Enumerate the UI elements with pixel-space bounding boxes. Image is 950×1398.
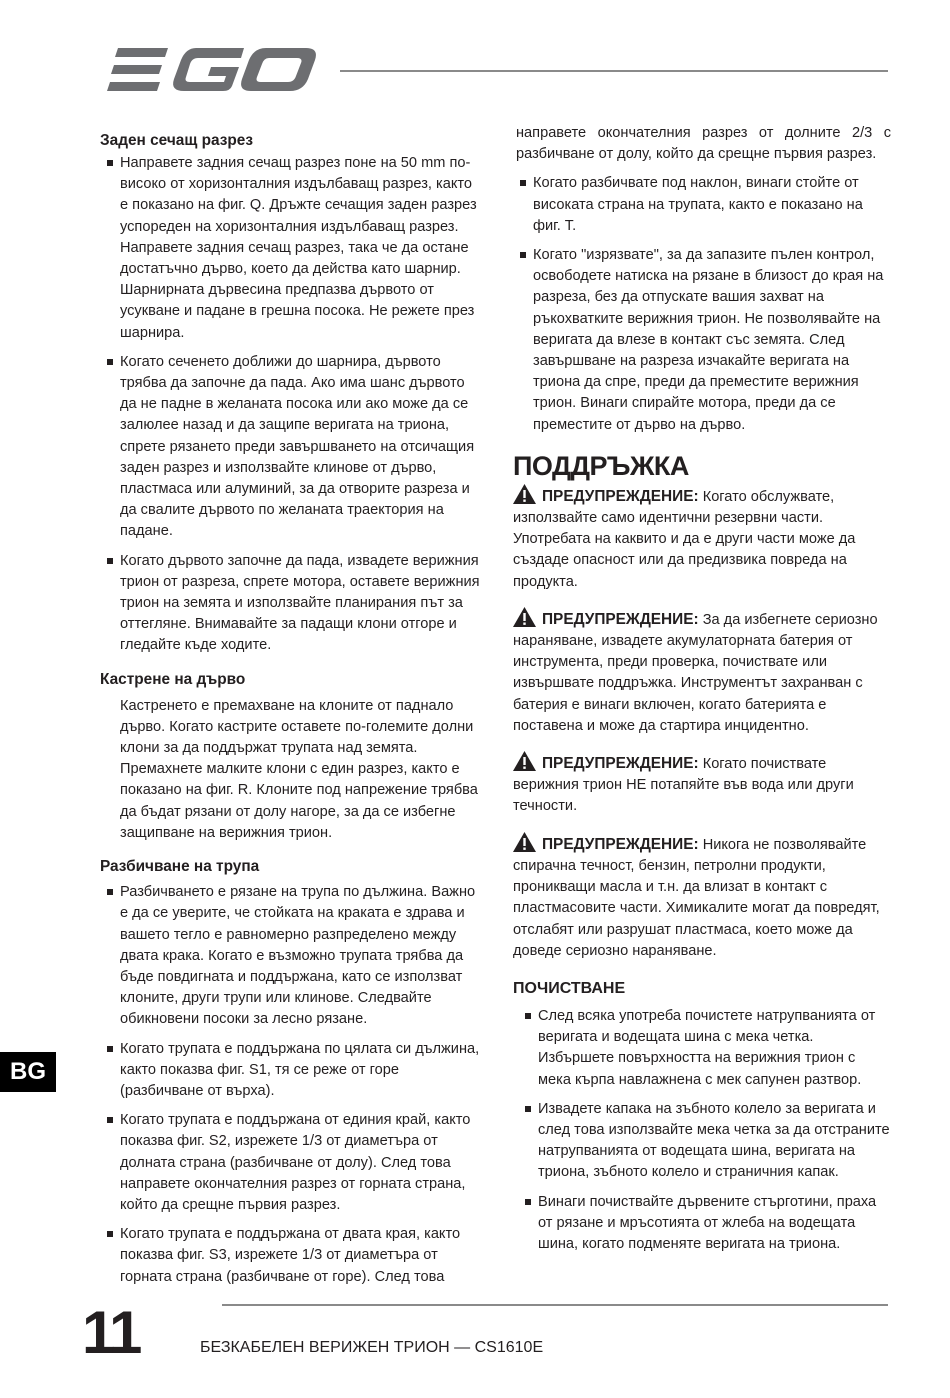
left-column: [100, 126, 482, 1288]
warning-icon: [513, 484, 536, 504]
ego-logo: [106, 46, 318, 94]
back-cut-heading: Заден сечащ разрез: [100, 132, 254, 149]
header-rule: [340, 70, 888, 72]
cleaning-heading: ПОЧИСТВАНЕ: [513, 979, 626, 997]
bucking-heading: Разбичване на трупа: [100, 858, 260, 876]
list-item: Извадете капака на зъбното колело за веригата и след това използвайте мека четка за да отстраните натрупванията от водещата шина, веригата на триона, зъбното колело и страничния капак.: [518, 1099, 891, 1184]
warning-label: ПРЕДУПРЕЖДЕНИЕ:: [542, 755, 699, 773]
list-item: Когато трупата е поддържана от единия край, както показва фиг. S2, изрежете 1/3 от диаметъра от долната страна (разбичване от долу). След това направете окончателния разрез от горната страна, който да срещне първия разрез.: [100, 1110, 482, 1216]
footer-title: БЕЗКАБЕЛЕН ВЕРИЖЕН ТРИОН — CS1610E: [200, 1339, 544, 1356]
warning-label: ПРЕДУПРЕЖДЕНИЕ:: [542, 835, 699, 853]
warning-icon: [513, 832, 536, 852]
page-number: 11: [82, 1299, 140, 1366]
warning-text: Когато почиствате верижния трион НЕ потапяйте във вода или други течности.: [513, 756, 854, 815]
maintenance-heading: ПОДДРЪЖКА: [513, 450, 689, 481]
warning-text: За да избегнете сериозно нараняване, извадете акумулаторната батерия от инструмента, преди проверка, почиствате или извършвате поддръжка. Инструментът захранван с батерия е винаги включен, когато батерията е поставена и може да стартира инцидентно.: [513, 611, 878, 734]
warning-icon: [513, 607, 536, 627]
limbing-text: Кастренето е премахване на клоните от паднало дърво. Когато кастрите оставете по-големите долни клони за да поддържат трупата над земята. Премахнете малките клони с един разрез, както е показано на фиг. R. Клоните под напрежение трябва да бъдат рязани от долу нагоре, за да се избегне защипване на верижния трион.: [120, 697, 478, 841]
list-item: Когато трупата е поддържана по цялата си дължина, както показва фиг. S1, тя се реже от горе (разбичване от върха).: [100, 1039, 482, 1103]
warning-label: ПРЕДУПРЕЖДЕНИЕ:: [542, 487, 699, 505]
warning-text: Никога не позволявайте спирачна течност, бензин, петролни продукти, проникващи масла и т.н. да влизат в контакт с пластмасовите части. Химикалите могат да повредят, отслабят или разрушат пластмаса, което може да доведе сериозно нараняване.: [513, 836, 880, 959]
right-column: [513, 123, 891, 1255]
warning-block: [513, 832, 891, 962]
limbing-heading: Кастрене на дърво: [100, 670, 246, 688]
footer-rule: [222, 1304, 888, 1306]
list-item: Когато разбичвате под наклон, винаги стойте от високата страна на трупата, както е показано на фиг. T.: [513, 173, 891, 237]
warning-block: [513, 607, 891, 737]
list-item: Когато дървото започне да пада, извадете верижния трион от разреза, спрете мотора, оставете верижния трион на земята и използвайте планирания път за оттегляне. Внимавайте за падащи клони отгоре и гледайте къде ходите.: [100, 551, 482, 657]
warning-block: [513, 751, 891, 818]
list-item: Когато "изрязвате", за да запазите пълен контрол, освободете натиска на рязане в близост до края на разреза, без да отпускате вашия захват на ръкохватките верижния трион. Не позволявайте на веригата да влезе в контакт със земята. След завършване на разреза изчакайте веригата на триона да спре, преди да преместите верижния трион. Винаги спирайте мотора, преди да се преместите от дърво на дърво.: [513, 245, 891, 436]
continuation-text: направете окончателния разрез от долните 2/3 с разбичване от долу, който да срещне първия разрез.: [516, 125, 891, 163]
list-item: Разбичването е рязане на трупа по дължина. Важно е да се уверите, че стойката на краката е здрава и вашето тегло е равномерно разпределено между двата крака. Когато е възможно трупата трябва да бъде повдигната и поддържана, като се използват клоните, други трупи или клинове. Следвайте обикновени посоки за лесно рязане.: [100, 882, 482, 1030]
warning-icon: [513, 751, 536, 771]
list-item: Когато трупата е поддържана от двата края, както показва фиг. S3, изрежете 1/3 от диаметъра от горната страна (разбичване от горе). След това: [100, 1224, 482, 1288]
list-item: След всяка употреба почистете натрупванията от веригата и водещата шина с мека четка. Избършете повърхността на верижния трион с мека кърпа навлажнена с мек сапунен разтвор.: [518, 1006, 891, 1091]
warning-label: ПРЕДУПРЕЖДЕНИЕ:: [542, 610, 699, 628]
language-tab: BG: [0, 1052, 56, 1092]
list-item: Направете задния сечащ разрез поне на 50 mm по-високо от хоризонталния издълбаващ разрез, както е показано на фиг. Q. Дръжте сечащия заден разрез успореден на хоризонталния издълбаващ разрез. Направете задния сечащ разрез, така че да остане достатъчно дърво, което да действа като шарнир. Шарнирната дървесина предпазва дървото от усукване и падане в грешна посока. Не режете през шарнира.: [100, 153, 482, 344]
warning-text: Когато обслужвате, използвайте само идентични резервни части. Употребата на каквито и да е други части може да създаде опасност или да предизвика повреда на продукта.: [513, 488, 856, 590]
list-item: Когато сеченето доближи до шарнира, дървото трябва да започне да пада. Ако има шанс дървото да не падне в желаната посока или ако може да се залюлее назад и да защипе веригата на триона, спрете рязането преди завършването на отсичащия заден разрез и използвайте клинове от дърво, пластмаса или алуминий, за да отворите разреза и да свалите дървото по желаната траектория на падане.: [100, 352, 482, 543]
list-item: Винаги почиствайте дървените стърготини, праха от рязане и мръсотията от жлеба на водещата шина, когато подменяте веригата на триона.: [518, 1192, 891, 1256]
warning-block: [513, 484, 891, 593]
